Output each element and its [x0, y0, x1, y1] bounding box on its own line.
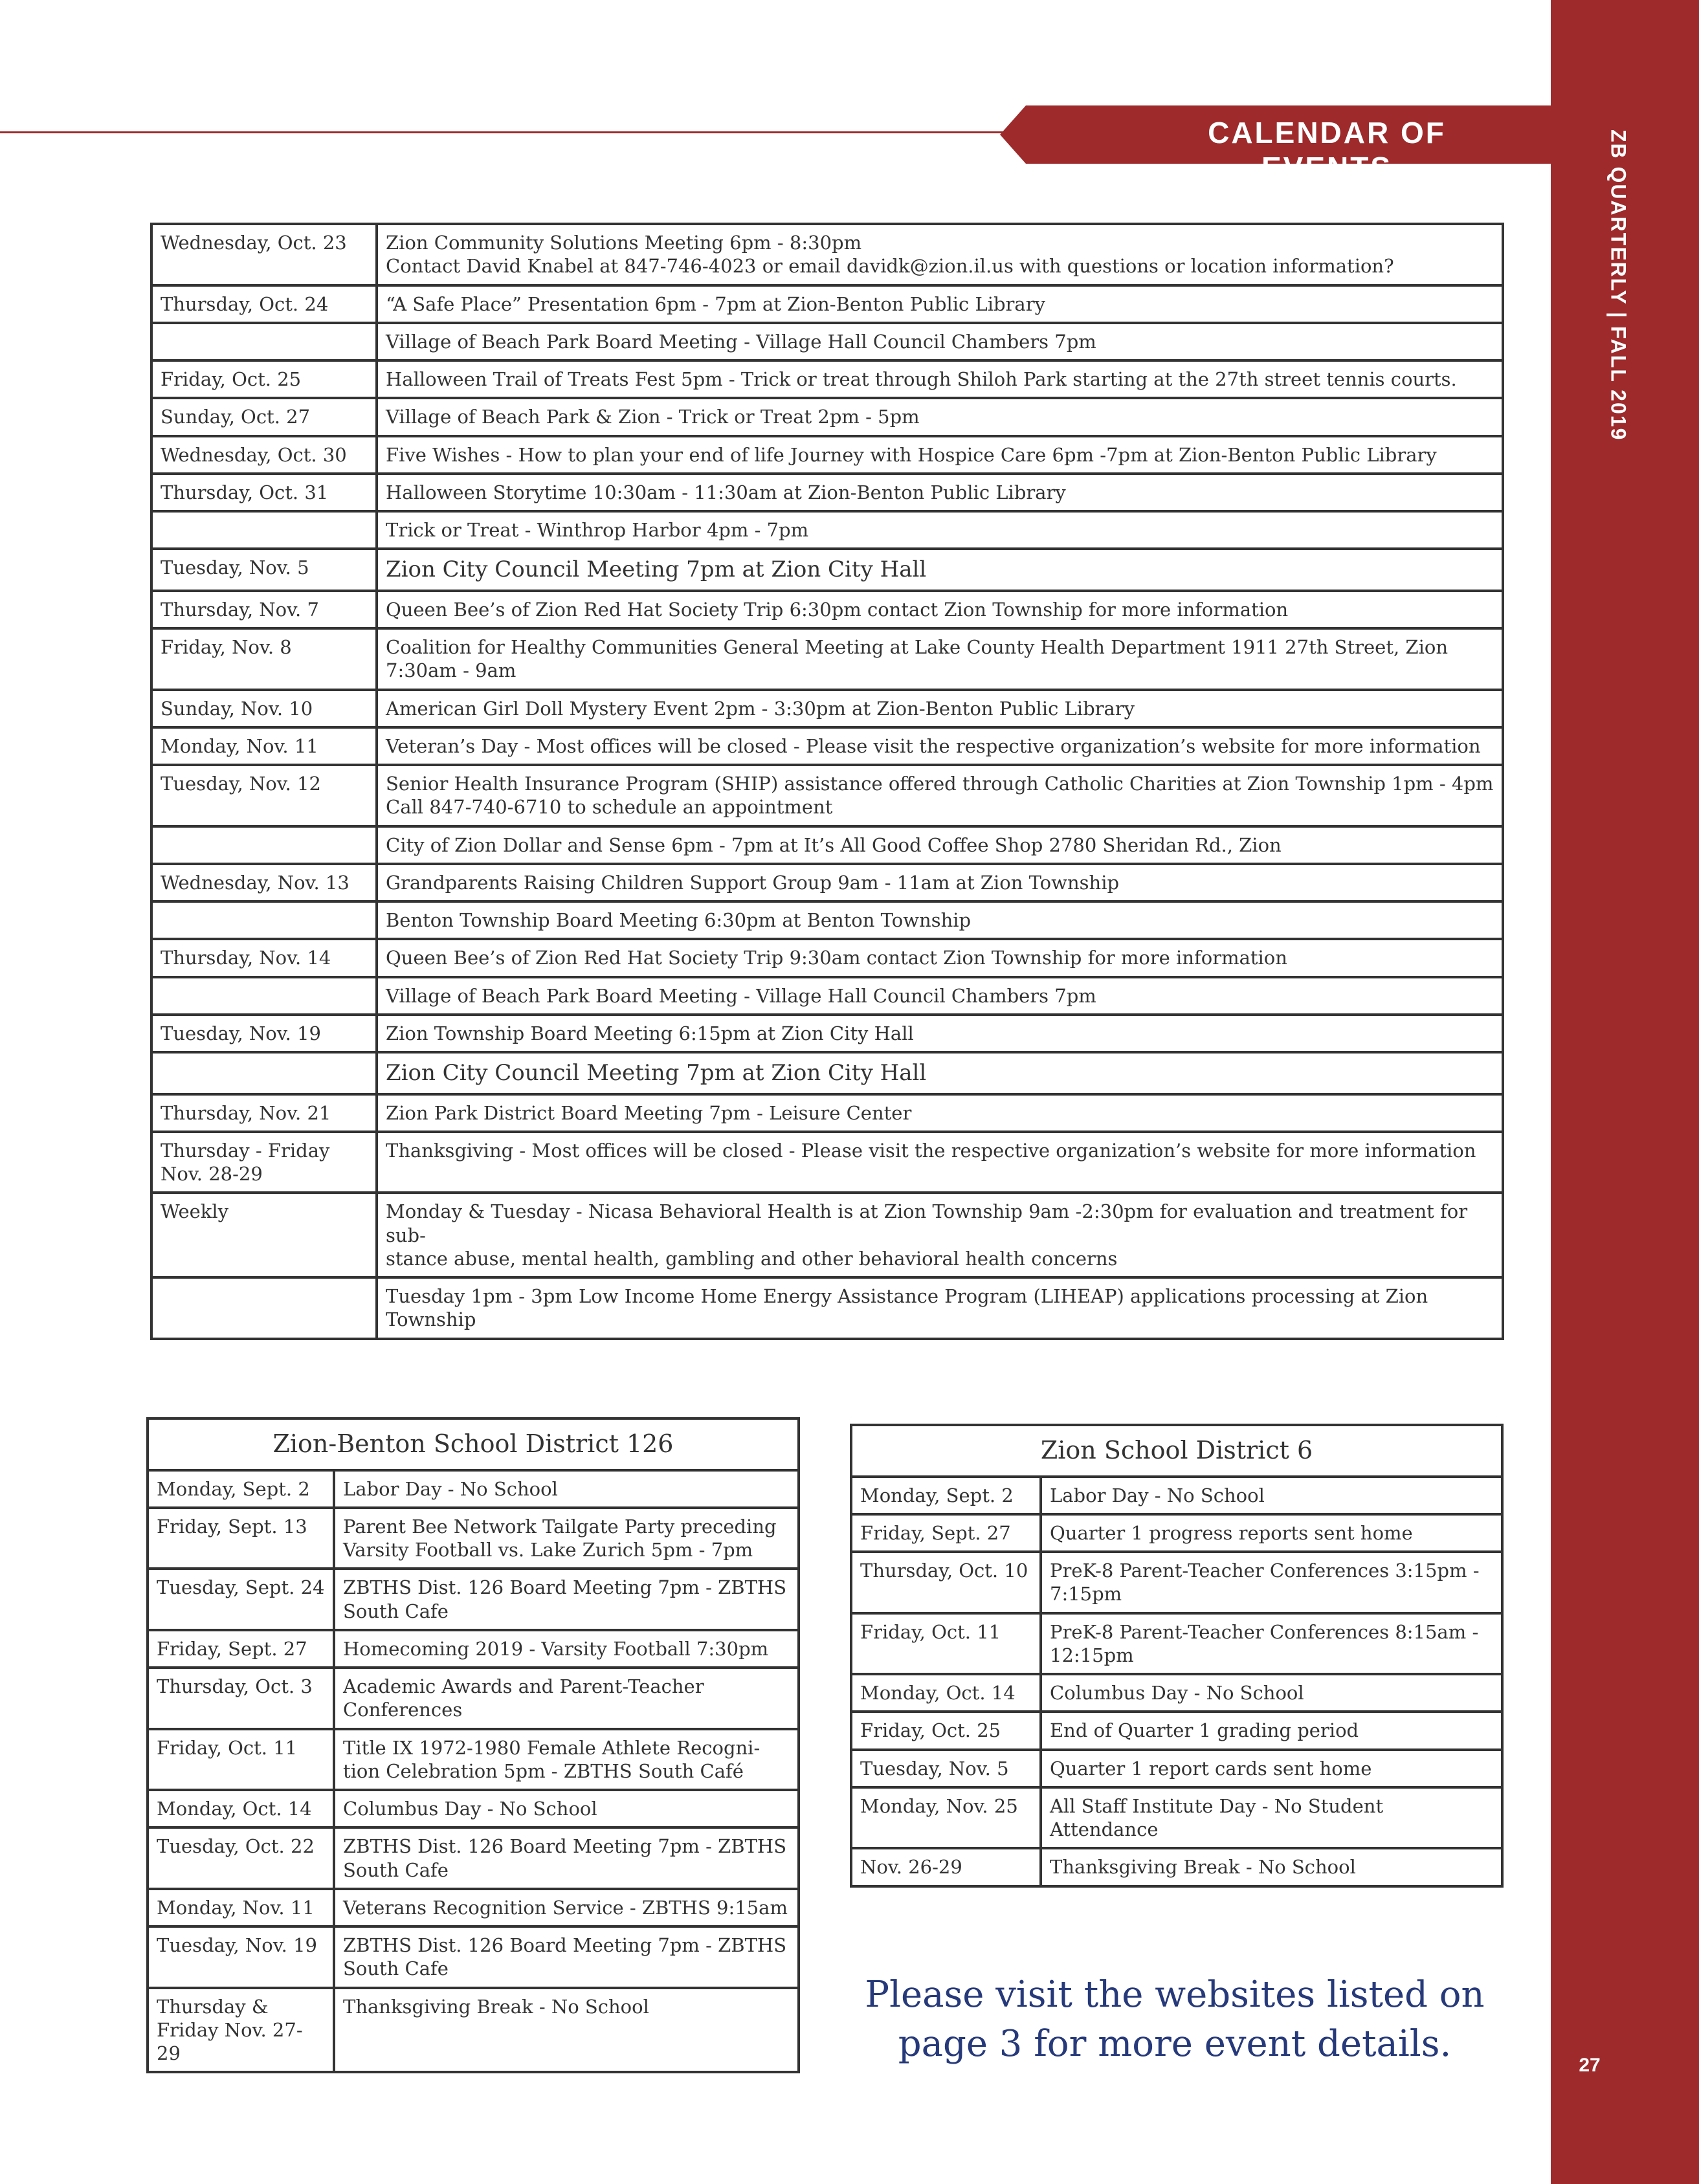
table-row	[151, 360, 1503, 398]
zion-benton-district-table	[146, 1417, 800, 2073]
table-row	[151, 285, 1503, 323]
table-row	[148, 1926, 799, 1988]
event-date	[151, 1052, 377, 1094]
event-description: Thanksgiving Break - No School	[1041, 1848, 1502, 1886]
event-line: Zion Township Board Meeting 6:15pm at Zion City Hall	[386, 1022, 914, 1044]
page-number: 27	[1579, 2055, 1601, 2076]
table-row	[151, 628, 1503, 690]
event-description	[377, 939, 1503, 976]
event-date: Friday, Sept. 13	[148, 1508, 334, 1569]
district-title: Zion School District 6	[851, 1425, 1502, 1477]
event-line: Zion City Council Meeting 7pm at Zion City Hall	[386, 1060, 927, 1086]
event-line: Zion City Council Meeting 7pm at Zion City Hall	[386, 557, 927, 583]
table-row	[151, 864, 1503, 901]
event-description	[377, 977, 1503, 1015]
event-line: Five Wishes - How to plan your end of life Journey with Hospice Care 6pm -7pm at Zion-Benton Public Library	[386, 443, 1437, 466]
event-date: Thursday, Oct. 24	[151, 285, 377, 323]
event-description	[377, 901, 1503, 939]
event-description	[377, 1132, 1503, 1193]
table-row	[151, 549, 1503, 591]
table-row	[851, 1674, 1502, 1712]
event-description	[377, 436, 1503, 474]
event-line: Queen Bee’s of Zion Red Hat Society Trip 9:30am contact Zion Township for more information	[386, 947, 1287, 969]
event-description	[377, 323, 1503, 360]
table-row	[151, 398, 1503, 436]
event-line: Thanksgiving - Most offices will be closed - Please visit the respective organization’s website for more information	[386, 1139, 1476, 1162]
event-date: Nov. 26-29	[851, 1848, 1041, 1886]
table-row	[151, 1193, 1503, 1277]
event-date: Monday, Sept. 2	[851, 1477, 1041, 1514]
event-line: Queen Bee’s of Zion Red Hat Society Trip 6:30pm contact Zion Township for more information	[386, 598, 1289, 621]
event-description	[377, 1015, 1503, 1052]
table-row	[851, 1477, 1502, 1514]
event-description	[377, 285, 1503, 323]
event-date	[151, 323, 377, 360]
main-calendar-table	[150, 223, 1504, 1340]
table-row	[151, 939, 1503, 976]
event-date: Thursday, Nov. 21	[151, 1094, 377, 1132]
table-row	[151, 690, 1503, 727]
event-date: Friday, Nov. 8	[151, 628, 377, 690]
event-date: Monday, Oct. 14	[851, 1674, 1041, 1712]
table-row	[148, 1569, 799, 1630]
event-description	[377, 765, 1503, 826]
event-date: Monday, Oct. 14	[148, 1790, 334, 1827]
event-date: Tuesday, Oct. 22	[148, 1827, 334, 1889]
event-line: American Girl Doll Mystery Event 2pm - 3:30pm at Zion-Benton Public Library	[386, 697, 1135, 720]
event-date: Sunday, Oct. 27	[151, 398, 377, 436]
event-description	[377, 628, 1503, 690]
event-date: Friday, Sept. 27	[851, 1514, 1041, 1552]
event-line: Village of Beach Park Board Meeting - Village Hall Council Chambers 7pm	[386, 984, 1096, 1007]
event-date: Wednesday, Nov. 13	[151, 864, 377, 901]
district-title: Zion-Benton School District 126	[148, 1418, 799, 1470]
event-description	[377, 864, 1503, 901]
table-row	[151, 436, 1503, 474]
page-title: CALENDAR OF EVENTS	[1208, 116, 1446, 184]
event-line: Village of Beach Park & Zion - Trick or Treat 2pm - 5pm	[386, 406, 920, 428]
table-row	[151, 826, 1503, 864]
table-row	[151, 1052, 1503, 1094]
table-row	[148, 1889, 799, 1926]
event-line: Veteran’s Day - Most offices will be closed - Please visit the respective organization’s website for more information	[386, 734, 1481, 757]
event-date: Sunday, Nov. 10	[151, 690, 377, 727]
event-line: Village of Beach Park Board Meeting - Village Hall Council Chambers 7pm	[386, 330, 1096, 353]
event-date: Tuesday, Nov. 19	[148, 1926, 334, 1988]
event-line: Coalition for Healthy Communities General Meeting at Lake County Health Department 1911 27th Street, Zion 7:30am - 9am	[386, 636, 1448, 682]
event-date: Thursday, Nov. 14	[151, 939, 377, 976]
event-description	[377, 511, 1503, 549]
event-description: Columbus Day - No School	[334, 1790, 799, 1827]
event-line: Grandparents Raising Children Support Group 9am - 11am at Zion Township	[386, 871, 1120, 894]
table-row	[148, 1630, 799, 1668]
table-row	[151, 727, 1503, 765]
table-row	[148, 1790, 799, 1827]
event-description	[377, 224, 1503, 285]
header-rule	[0, 131, 1010, 133]
event-description: Quarter 1 progress reports sent home	[1041, 1514, 1502, 1552]
event-description: PreK-8 Parent-Teacher Conferences 8:15am - 12:15pm	[1041, 1613, 1502, 1675]
event-description: Veterans Recognition Service - ZBTHS 9:15am	[334, 1889, 799, 1926]
table-row	[151, 765, 1503, 826]
event-date: Thursday, Oct. 3	[148, 1668, 334, 1729]
event-date	[151, 901, 377, 939]
event-date: Friday, Oct. 11	[148, 1729, 334, 1791]
zion-district-6-table	[850, 1424, 1504, 1888]
event-description	[377, 474, 1503, 511]
event-line: Zion Park District Board Meeting 7pm - Leisure Center	[386, 1101, 912, 1124]
table-header-row	[851, 1425, 1502, 1477]
table-row	[148, 1729, 799, 1791]
event-date: Friday, Oct. 11	[851, 1613, 1041, 1675]
publication-label: ZB QUARTERLY | FALL 2019	[1606, 129, 1630, 441]
event-description: Quarter 1 report cards sent home	[1041, 1750, 1502, 1787]
event-description: End of Quarter 1 grading period	[1041, 1712, 1502, 1749]
event-date: Thursday, Oct. 10	[851, 1552, 1041, 1613]
event-date	[151, 1277, 377, 1339]
footer-note: Please visit the websites listed on page 3 for more event details.	[865, 1974, 1485, 2065]
event-date: Friday, Oct. 25	[851, 1712, 1041, 1749]
event-description: ZBTHS Dist. 126 Board Meeting 7pm - ZBTHS South Cafe	[334, 1569, 799, 1630]
event-description	[377, 1193, 1503, 1277]
event-description	[377, 1277, 1503, 1339]
event-date: Thursday - Friday Nov. 28-29	[151, 1132, 377, 1193]
table-row	[151, 323, 1503, 360]
event-line: Zion Community Solutions Meeting 6pm - 8:30pm	[386, 232, 862, 254]
event-description	[377, 1094, 1503, 1132]
event-line: Senior Health Insurance Program (SHIP) assistance offered through Catholic Charities at Zion Township 1pm - 4pm	[386, 773, 1494, 795]
event-date: Wednesday, Oct. 30	[151, 436, 377, 474]
event-date: Weekly	[151, 1193, 377, 1277]
table-row	[151, 977, 1503, 1015]
table-row	[148, 1827, 799, 1889]
event-description: Columbus Day - No School	[1041, 1674, 1502, 1712]
event-description: Parent Bee Network Tailgate Party preceding Varsity Football vs. Lake Zurich 5pm - 7pm	[334, 1508, 799, 1569]
event-date: Tuesday, Sept. 24	[148, 1569, 334, 1630]
table-row	[148, 1470, 799, 1508]
event-description	[377, 727, 1503, 765]
table-row	[151, 511, 1503, 549]
event-date: Wednesday, Oct. 23	[151, 224, 377, 285]
event-date: Thursday, Oct. 31	[151, 474, 377, 511]
event-date: Monday, Nov. 11	[148, 1889, 334, 1926]
table-row	[151, 901, 1503, 939]
table-row	[151, 474, 1503, 511]
table-row	[851, 1712, 1502, 1749]
table-row	[851, 1552, 1502, 1613]
event-date	[151, 826, 377, 864]
event-line: Call 847-740-6710 to schedule an appointment	[386, 796, 833, 819]
table-row	[151, 1132, 1503, 1193]
table-row	[851, 1848, 1502, 1886]
event-date: Tuesday, Nov. 5	[151, 549, 377, 591]
event-description: Homecoming 2019 - Varsity Football 7:30pm	[334, 1630, 799, 1668]
event-date: Tuesday, Nov. 12	[151, 765, 377, 826]
table-row	[851, 1750, 1502, 1787]
event-date	[151, 511, 377, 549]
event-line: Contact David Knabel at 847-746-4023 or email davidk@zion.il.us with questions or location information?	[386, 255, 1394, 278]
event-date: Tuesday, Nov. 5	[851, 1750, 1041, 1787]
event-line: City of Zion Dollar and Sense 6pm - 7pm at It’s All Good Coffee Shop 2780 Sheridan Rd., Zion	[386, 833, 1282, 856]
event-description: Thanksgiving Break - No School	[334, 1988, 799, 2073]
event-description: Academic Awards and Parent-Teacher Conferences	[334, 1668, 799, 1729]
event-date: Monday, Nov. 25	[851, 1787, 1041, 1849]
event-date: Monday, Sept. 2	[148, 1470, 334, 1508]
event-description: ZBTHS Dist. 126 Board Meeting 7pm - ZBTHS South Cafe	[334, 1827, 799, 1889]
table-row	[851, 1613, 1502, 1675]
event-description: All Staff Institute Day - No Student Attendance	[1041, 1787, 1502, 1849]
event-description	[377, 690, 1503, 727]
table-row	[151, 1094, 1503, 1132]
event-description	[377, 360, 1503, 398]
event-line: Benton Township Board Meeting 6:30pm at Benton Township	[386, 909, 972, 931]
event-date	[151, 977, 377, 1015]
event-date: Friday, Sept. 27	[148, 1630, 334, 1668]
event-description	[377, 1052, 1503, 1094]
event-description	[377, 549, 1503, 591]
event-description: Labor Day - No School	[334, 1470, 799, 1508]
event-line: Halloween Storytime 10:30am - 11:30am at Zion-Benton Public Library	[386, 481, 1066, 503]
table-row	[851, 1514, 1502, 1552]
event-date: Monday, Nov. 11	[151, 727, 377, 765]
table-row	[148, 1508, 799, 1569]
table-row	[851, 1787, 1502, 1849]
event-line: Monday & Tuesday - Nicasa Behavioral Health is at Zion Township 9am -2:30pm for evaluation and treatment for sub-	[386, 1200, 1468, 1246]
event-line: stance abuse, mental health, gambling and other behavioral health concerns	[386, 1247, 1118, 1270]
event-description: ZBTHS Dist. 126 Board Meeting 7pm - ZBTHS South Cafe	[334, 1926, 799, 1988]
event-line: Tuesday 1pm - 3pm Low Income Home Energy Assistance Program (LIHEAP) applications processing at Zion Township	[386, 1285, 1428, 1331]
table-row	[151, 224, 1503, 285]
event-date: Thursday & Friday Nov. 27-29	[148, 1988, 334, 2073]
event-description: Title IX 1972-1980 Female Athlete Recogni-tion Celebration 5pm - ZBTHS South Café	[334, 1729, 799, 1791]
publication-label-container	[1553, 129, 1683, 544]
event-description: PreK-8 Parent-Teacher Conferences 3:15pm - 7:15pm	[1041, 1552, 1502, 1613]
event-line: Trick or Treat - Winthrop Harbor 4pm - 7pm	[386, 519, 809, 541]
event-line: Halloween Trail of Treats Fest 5pm - Trick or treat through Shiloh Park starting at the 27th street tennis courts.	[386, 368, 1457, 390]
table-row	[151, 1277, 1503, 1339]
event-line: “A Safe Place” Presentation 6pm - 7pm at Zion-Benton Public Library	[386, 292, 1045, 315]
table-row	[151, 591, 1503, 628]
event-date: Thursday, Nov. 7	[151, 591, 377, 628]
event-description: Labor Day - No School	[1041, 1477, 1502, 1514]
event-date: Tuesday, Nov. 19	[151, 1015, 377, 1052]
table-row	[148, 1668, 799, 1729]
event-description	[377, 398, 1503, 436]
table-row	[151, 1015, 1503, 1052]
event-description	[377, 826, 1503, 864]
event-description	[377, 591, 1503, 628]
event-date: Friday, Oct. 25	[151, 360, 377, 398]
table-row	[148, 1988, 799, 2073]
table-header-row	[148, 1418, 799, 1470]
